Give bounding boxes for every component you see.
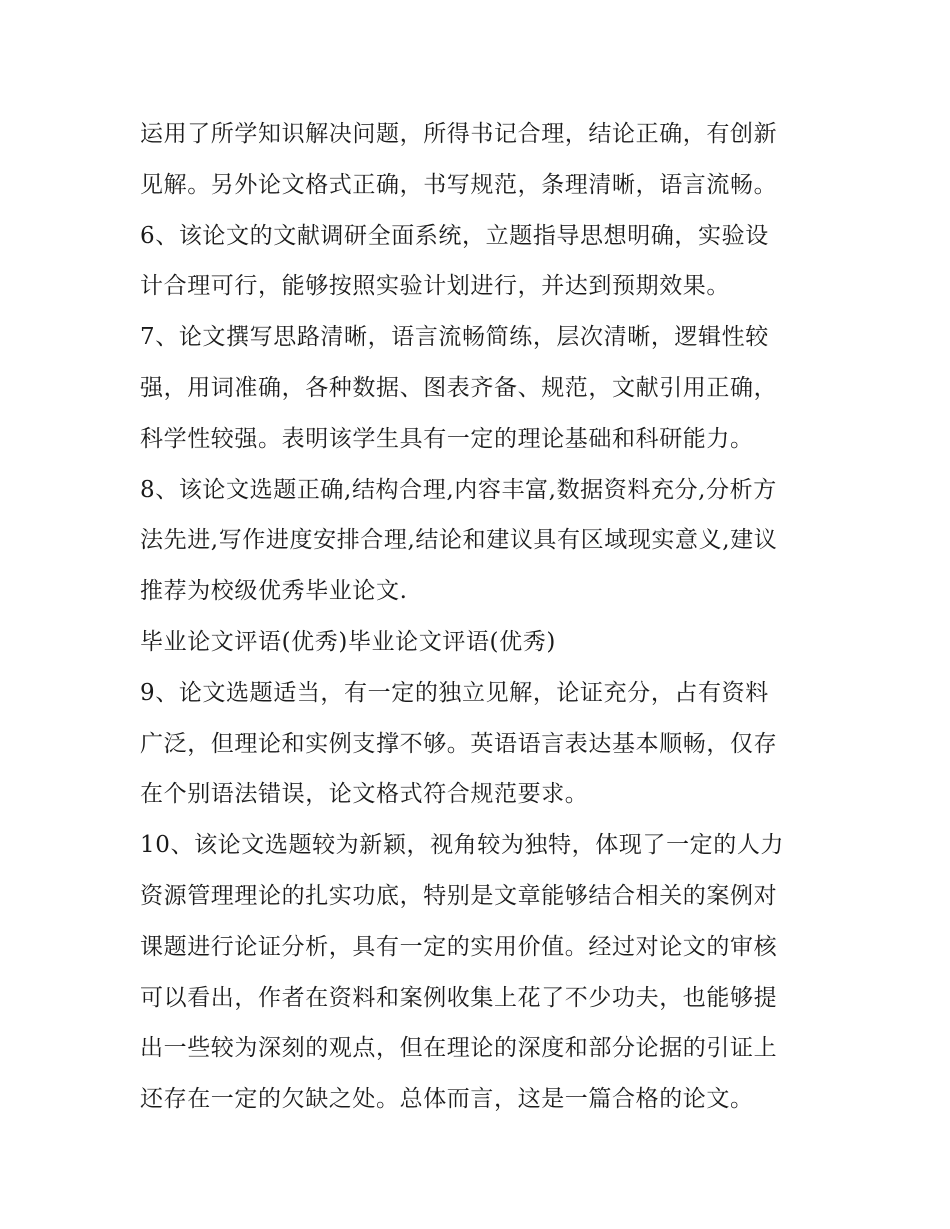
text-line: 课题进行论证分析，具有一定的实用价值。经过对论文的审核 (140, 933, 778, 960)
text-line: 还存在一定的欠缺之处。总体而言，这是一篇合格的论文。 (140, 1086, 754, 1113)
text-line: 推荐为校级优秀毕业论文. (140, 578, 408, 605)
text-line: 8、该论文选题正确,结构合理,内容丰富,数据资料充分,分析方 (140, 476, 777, 503)
text-line: 6、该论文的文献调研全面系统，立题指导思想明确，实验设 (140, 222, 769, 249)
text-line: 强，用词准确，各种数据、图表齐备、规范，文献引用正确， (140, 374, 778, 401)
text-line: 科学性较强。表明该学生具有一定的理论基础和科研能力。 (140, 425, 754, 452)
text-line: 运用了所学知识解决问题，所得书记合理，结论正确，有创新 (140, 121, 778, 147)
text-line: 7、论文撰写思路清晰，语言流畅简练，层次清晰，逻辑性较 (140, 324, 769, 351)
text-line: 资源管理理论的扎实功底，特别是文章能够结合相关的案例对 (140, 882, 778, 909)
section-heading: 毕业论文评语(优秀)毕业论文评语(优秀) (140, 628, 556, 655)
text-line: 广泛，但理论和实例支撑不够。英语语言表达基本顺畅，仅存 (140, 730, 778, 757)
text-line: 见解。另外论文格式正确，书写规范，条理清晰，语言流畅。 (140, 171, 778, 198)
text-line: 计合理可行，能够按照实验计划进行，并达到预期效果。 (140, 273, 730, 300)
text-line: 9、论文选题适当，有一定的独立见解，论证充分，占有资料 (140, 679, 769, 706)
text-line: 可以看出，作者在资料和案例收集上花了不少功夫，也能够提 (140, 984, 778, 1011)
text-line: 出一些较为深刻的观点，但在理论的深度和部分论据的引证上 (140, 1035, 778, 1062)
text-line: 法先进,写作进度安排合理,结论和建议具有区域现实意义,建议 (140, 527, 778, 554)
text-line: 在个别语法错误，论文格式符合规范要求。 (140, 781, 589, 808)
document-body (140, 109, 820, 1125)
text-line: 10、该论文选题较为新颖，视角较为独特，体现了一定的人力 (140, 832, 785, 859)
